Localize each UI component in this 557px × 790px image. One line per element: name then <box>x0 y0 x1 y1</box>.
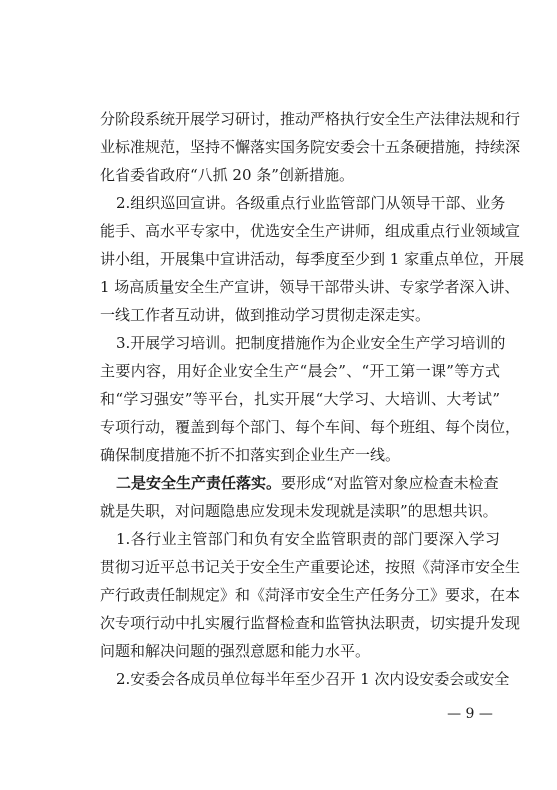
text-line-6: 讲小组，开展集中宣讲活动，每季度至少到 1 家重点单位，开展 <box>100 250 525 268</box>
text-line-10: 主要内容，用好企业安全生产“晨会”、“开工第一课”等方式 <box>100 362 500 380</box>
text-line-11: 和“学习强安”等平台，扎实开展“大学习、大培训、大考试” <box>100 390 500 408</box>
text-line-9: 3.开展学习培训。把制度措施作为企业安全生产学习培训的 <box>116 334 506 352</box>
text-line-4: 2.组织巡回宣讲。各级重点行业监管部门从领导干部、业务 <box>116 194 506 212</box>
section-heading-responsibility: 二是安全生产责任落实。 <box>116 474 282 492</box>
page-number: — 9 — <box>447 706 493 722</box>
text-line-16: 1.各行业主管部门和负有安全监管职责的部门要深入学习 <box>116 530 500 548</box>
text-line-17: 贯彻习近平总书记关于安全生产重要论述，按照《菏泽市安全生 <box>100 558 521 576</box>
text-line-1: 分阶段系统开展学习研讨，推动严格执行安全生产法律法规和行 <box>100 110 521 128</box>
text-line-21: 2.安委会各成员单位每半年至少召开 1 次内设安委会或安全 <box>116 670 510 688</box>
text-line-19: 次专项行动中扎实履行监督检查和监管执法职责，切实提升发现 <box>100 614 521 632</box>
text-line-18: 产行政责任制规定》和《菏泽市安全生产任务分工》要求，在本 <box>100 586 521 604</box>
text-line-3: 化省委省政府“八抓 20 条”创新措施。 <box>100 166 354 184</box>
text-line-15: 就是失职，对问题隐患应发现未发现就是渎职”的思想共识。 <box>100 502 498 520</box>
text-line-7: 1 场高质量安全生产宣讲，领导干部带头讲、专家学者深入讲、 <box>100 278 520 296</box>
text-line-14 <box>116 471 500 495</box>
text-line-12: 专项行动，覆盖到每个部门、每个车间、每个班组、每个岗位， <box>100 418 521 436</box>
text-line-8: 一线工作者互动讲，做到推动学习贯彻走深走实。 <box>100 306 431 324</box>
text-line-13: 确保制度措施不折不扣落实到企业生产一线。 <box>100 446 401 464</box>
text-line-14-rest: 要形成“对监管对象应检查未检查 <box>281 474 499 492</box>
text-line-2: 业标准规范，坚持不懈落实国务院安委会十五条硬措施，持续深 <box>100 138 521 156</box>
text-line-20: 问题和解决问题的强烈意愿和能力水平。 <box>100 642 371 660</box>
text-line-5: 能手、高水平专家中，优选安全生产讲师，组成重点行业领域宣 <box>100 222 521 240</box>
